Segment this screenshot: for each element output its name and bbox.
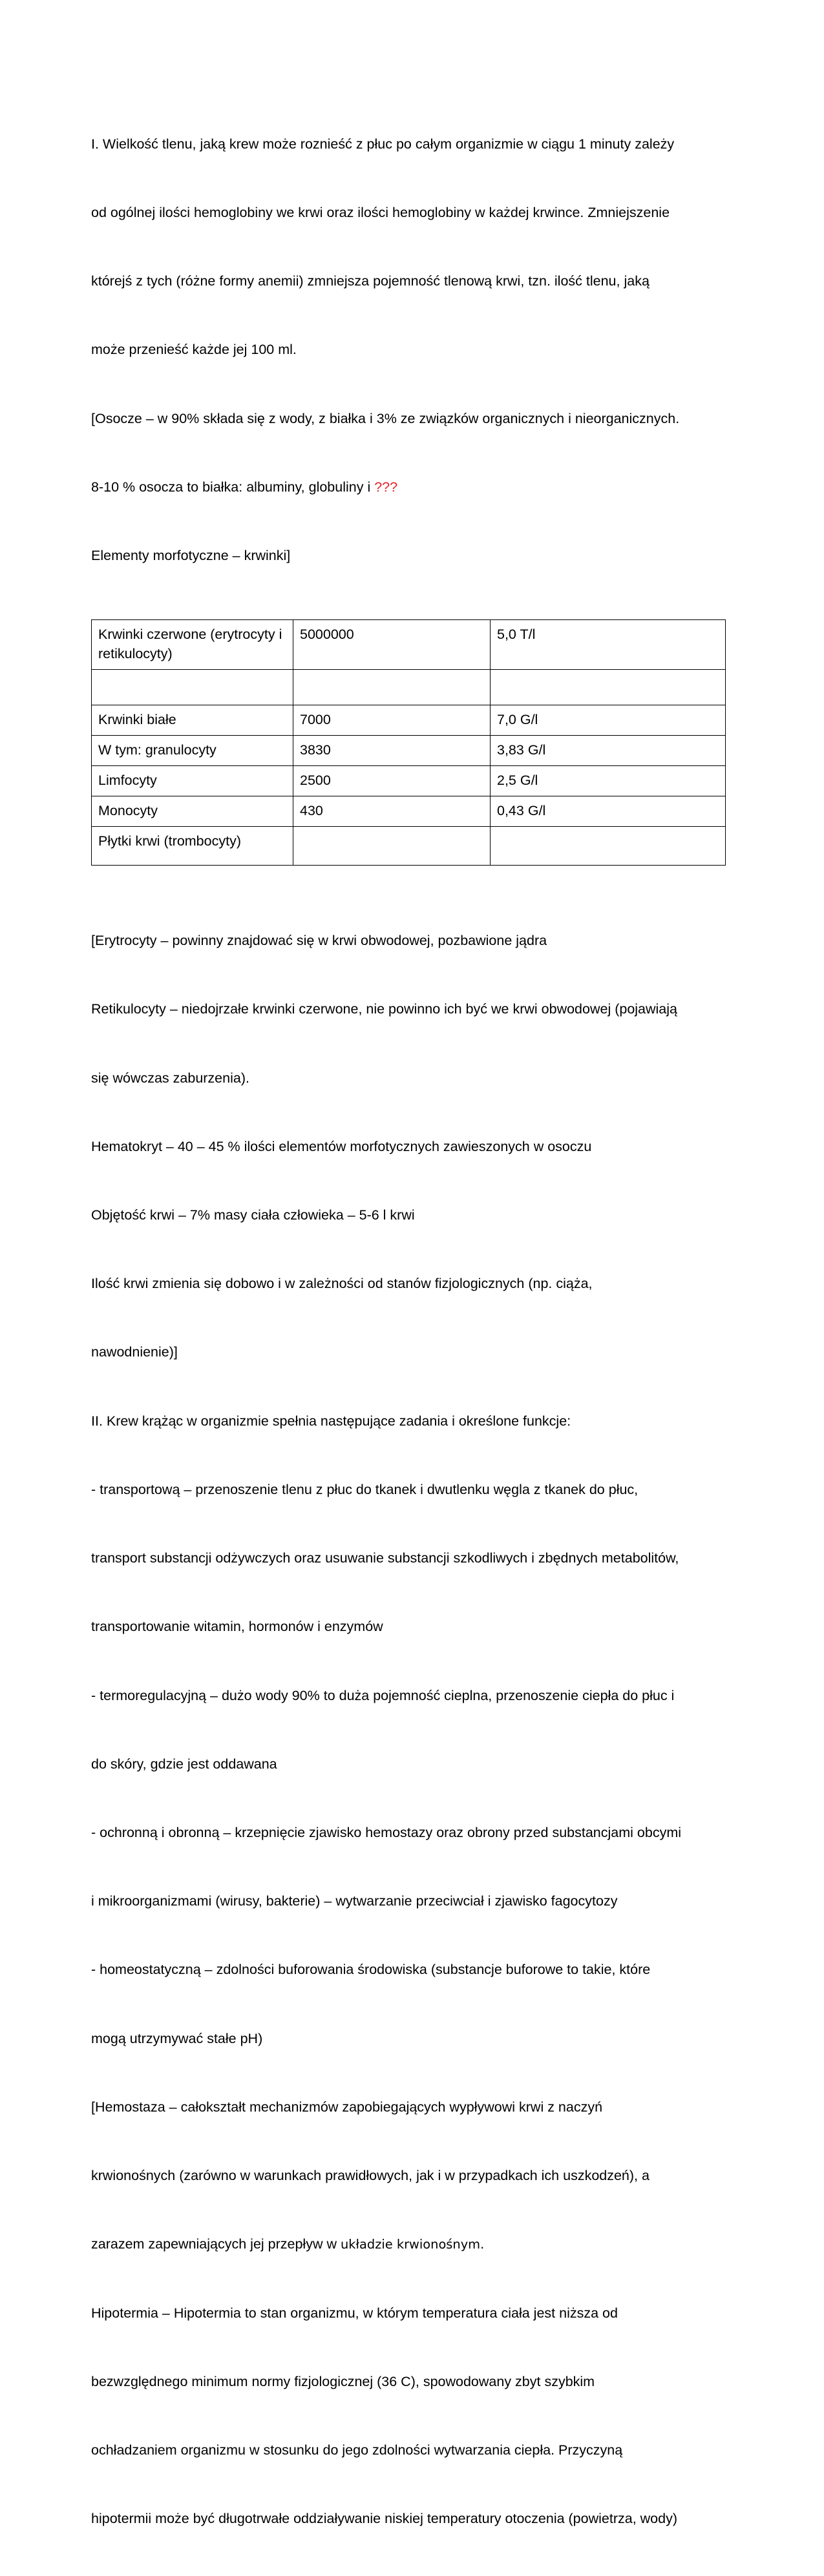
table-cell-count <box>293 670 491 705</box>
intro-paragraph <box>91 87 728 613</box>
document-body <box>91 87 728 2576</box>
table-row <box>92 620 726 670</box>
hemostasis-flow-line <box>91 2233 728 2256</box>
table-row <box>92 766 726 796</box>
intro-line: może przenieść każde jej 100 ml. <box>91 342 297 358</box>
table-cell-count: 430 <box>293 796 491 827</box>
hemostasis-flow-alt-text: układzie krwionośnym. <box>340 2237 485 2252</box>
blood-volume-note: Objętość krwi – 7% masy ciała człowieka – 5-6 l krwi <box>91 1207 415 1223</box>
table-cell-name <box>92 670 293 705</box>
hemostasis-note: [Hemostaza – całokształt mechanizmów zapobiegających wypływowi krwi z naczyń <box>91 2099 603 2115</box>
table-cell-count: 5000000 <box>293 620 491 670</box>
function-homeostatic-cont: mogą utrzymywać stałe pH) <box>91 2030 263 2046</box>
table-cell-count <box>293 827 491 866</box>
function-transport-cont2: transportowanie witamin, hormonów i enzymów <box>91 1619 383 1635</box>
functions-heading: II. Krew krążąc w organizmie spełnia następujące zadania i określone funkcje: <box>91 1413 571 1429</box>
table-cell-unit: 5,0 T/l <box>491 620 726 670</box>
table-cell-name: Płytki krwi (trombocyty) <box>92 827 293 866</box>
hemostasis-flow-text: zarazem zapewniających jej przepływ w <box>91 2236 341 2252</box>
table-cell-name: Krwinki czerwone (erytrocyty i retikulocyty) <box>92 620 293 670</box>
table-cell-name: W tym: granulocyty <box>92 736 293 766</box>
plasma-composition-line: [Osocze – w 90% składa się z wody, z białka i 3% ze związków organicznych i nieorganicznych. <box>91 410 680 426</box>
notes-paragraph <box>91 884 728 2576</box>
erythrocytes-note: [Erytrocyty – powinny znajdować się w krwi obwodowej, pozbawione jądra <box>91 933 547 949</box>
table-cell-unit: 3,83 G/l <box>491 736 726 766</box>
function-transport-cont: transport substancji odżywczych oraz usuwanie substancji szkodliwych i zbędnych metabolitów, <box>91 1550 679 1566</box>
table-row <box>92 796 726 827</box>
hypothermia-note: Hipotermia – Hipotermia to stan organizmu, w którym temperatura ciała jest niższa od <box>91 2305 618 2321</box>
blood-amount-note-cont: nawodnienie)] <box>91 1344 178 1360</box>
function-thermoregulation-cont: do skóry, gdzie jest oddawana <box>91 1756 277 1772</box>
plasma-proteins-line <box>91 476 728 499</box>
table-cell-count: 2500 <box>293 766 491 796</box>
blood-amount-note: Ilość krwi zmienia się dobowo i w zależności od stanów fizjologicznych (np. ciąża, <box>91 1276 593 1292</box>
table-row <box>92 670 726 705</box>
function-protective: - ochronną i obronną – krzepnięcie zjawisko hemostazy oraz obrony przed substancjami obcymi <box>91 1825 682 1840</box>
function-transport: - transportową – przenoszenie tlenu z płuc do tkanek i dwutlenku węgla z tkanek do płuc, <box>91 1481 639 1497</box>
hemostasis-note-cont: krwionośnych (zarówno w warunkach prawidłowych, jak i w przypadkach ich uszkodzeń), a <box>91 2168 650 2184</box>
table-cell-unit <box>491 670 726 705</box>
hypothermia-note-cont2: ochładzaniem organizmu w stosunku do jego zdolności wytwarzania ciepła. Przyczyną <box>91 2442 623 2458</box>
hypothermia-note-cont: bezwzględnego minimum normy fizjologicznej (36 C), spowodowany zbyt szybkim <box>91 2373 595 2389</box>
table-cell-unit <box>491 827 726 866</box>
table-row <box>92 827 726 866</box>
hematocrit-note: Hematokryt – 40 – 45 % ilości elementów morfotycznych zawieszonych w osoczu <box>91 1138 592 1154</box>
hypothermia-note-cont3: hipotermii może być długotrwałe oddziaływanie niskiej temperatury otoczenia (powietrza, wody) <box>91 2511 677 2527</box>
plasma-proteins-text: 8-10 % osocza to białka: albuminy, globuliny i <box>91 479 375 495</box>
reticulocytes-note-cont: się wówczas zaburzenia). <box>91 1070 249 1086</box>
function-protective-cont: i mikroorganizmami (wirusy, bakterie) – wytwarzanie przeciwciał i zjawisko fagocytozy <box>91 1893 618 1909</box>
intro-line: I. Wielkość tlenu, jaką krew może roznieść z płuc po całym organizmie w ciągu 1 minuty zależy <box>91 136 675 152</box>
intro-line: od ogólnej ilości hemoglobiny we krwi oraz ilości hemoglobiny w każdej krwince. Zmniejszenie <box>91 205 670 221</box>
table-row <box>92 705 726 736</box>
function-thermoregulation: - termoregulacyjną – dużo wody 90% to duża pojemność cieplna, przenoszenie ciepła do płuc i <box>91 1687 675 1703</box>
blood-components-table-wrapper <box>91 619 728 866</box>
table-cell-name: Krwinki białe <box>92 705 293 736</box>
table-cell-name: Monocyty <box>92 796 293 827</box>
table-row <box>92 736 726 766</box>
table-cell-count: 7000 <box>293 705 491 736</box>
reticulocytes-note: Retikulocyty – niedojrzałe krwinki czerwone, nie powinno ich być we krwi obwodowej (pojawiają <box>91 1001 677 1017</box>
table-cell-name: Limfocyty <box>92 766 293 796</box>
table-cell-count: 3830 <box>293 736 491 766</box>
intro-line: którejś z tych (różne formy anemii) zmniejsza pojemność tlenową krwi, tzn. ilość tlenu, jaką <box>91 273 650 289</box>
unknown-marker: ??? <box>374 479 398 495</box>
morphotic-elements-label: Elementy morfotyczne – krwinki] <box>91 548 291 564</box>
function-homeostatic: - homeostatyczną – zdolności buforowania środowiska (substancje buforowe to takie, które <box>91 1962 651 1978</box>
table-cell-unit: 0,43 G/l <box>491 796 726 827</box>
table-cell-unit: 2,5 G/l <box>491 766 726 796</box>
blood-components-table <box>91 619 726 866</box>
table-cell-unit: 7,0 G/l <box>491 705 726 736</box>
